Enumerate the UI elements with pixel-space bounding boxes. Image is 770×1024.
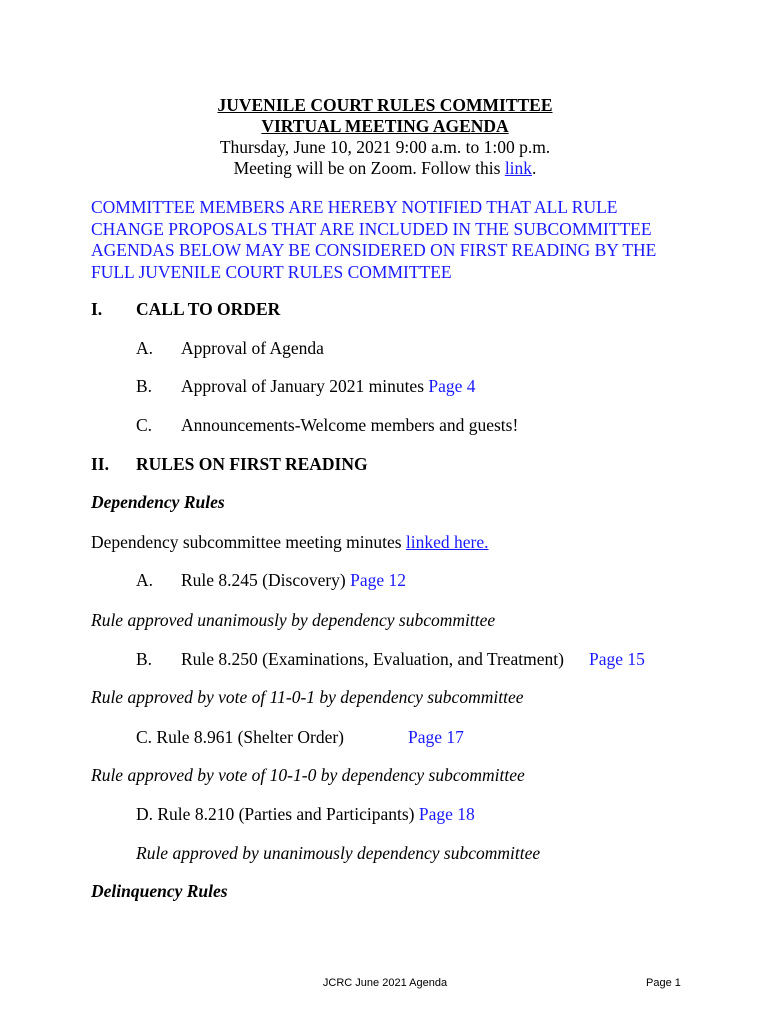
- item-2d-page-link[interactable]: Page 18: [418, 804, 475, 824]
- item-1a-letter: A.: [136, 338, 154, 358]
- committee-notice: COMMITTEE MEMBERS ARE HEREBY NOTIFIED THAT ALL RULE CHANGE PROPOSALS THAT ARE INCLUDED IN THE SUBCOMMITTEE AGENDAS BELOW MAY BE CONSIDERED ON FIRST READING BY THE FULL JUVENILE COURT RULES COMMITTEE: [91, 197, 657, 282]
- dependency-minutes-link[interactable]: linked here.: [405, 532, 489, 552]
- item-2d-text: D. Rule 8.210 (Parties and Participants): [136, 804, 415, 824]
- item-2b-letter: B.: [136, 649, 153, 669]
- item-1b-text: Approval of January 2021 minutes: [181, 376, 425, 396]
- zoom-line: [0, 158, 770, 179]
- zoom-suffix: .: [532, 158, 537, 178]
- item-2b-text: Rule 8.250 (Examinations, Evaluation, and Treatment): [181, 649, 564, 669]
- item-2c-text: C. Rule 8.961 (Shelter Order): [136, 727, 345, 747]
- dependency-minutes-line: [91, 532, 489, 553]
- item-1c-text: Announcements-Welcome members and guests!: [181, 415, 519, 435]
- item-2c-page-link[interactable]: Page 17: [408, 727, 464, 747]
- section-1-numeral: I.: [91, 299, 103, 319]
- footer-title: JCRC June 2021 Agenda: [322, 977, 448, 989]
- zoom-link[interactable]: link: [504, 158, 533, 178]
- item-1c-letter: C.: [136, 415, 153, 435]
- item-2d-note: Rule approved by unanimously dependency subcommittee: [136, 843, 541, 863]
- item-2d-line: [136, 804, 475, 825]
- item-2b-page-link[interactable]: Page 15: [589, 649, 645, 669]
- document-title: JUVENILE COURT RULES COMMITTEE: [217, 95, 553, 115]
- item-1a-text: Approval of Agenda: [181, 338, 324, 358]
- item-2a-note: Rule approved unanimously by dependency subcommittee: [91, 610, 496, 630]
- item-2c-note: Rule approved by vote of 10-1-0 by dependency subcommittee: [91, 765, 525, 785]
- item-1b-letter: B.: [136, 376, 153, 396]
- item-2a-text: Rule 8.245 (Discovery): [181, 570, 346, 590]
- meeting-datetime: Thursday, June 10, 2021 9:00 a.m. to 1:00 p.m.: [219, 137, 551, 157]
- item-2a-letter: A.: [136, 570, 154, 590]
- section-2-numeral: II.: [91, 454, 109, 474]
- item-2b-note: Rule approved by vote of 11-0-1 by dependency subcommittee: [91, 687, 524, 707]
- section-2-title: RULES ON FIRST READING: [136, 454, 368, 474]
- item-1b-page-link[interactable]: Page 4: [428, 376, 476, 396]
- document-subtitle: VIRTUAL MEETING AGENDA: [261, 116, 509, 136]
- section-1-title: CALL TO ORDER: [136, 299, 281, 319]
- dependency-heading: Dependency Rules: [91, 492, 225, 512]
- item-2a-page-link[interactable]: Page 12: [350, 570, 407, 590]
- dependency-minutes-text: Dependency subcommittee meeting minutes: [91, 532, 402, 552]
- footer-page-number: Page 1: [646, 977, 681, 989]
- item-1b-line: [181, 376, 476, 397]
- delinquency-heading: Delinquency Rules: [91, 881, 228, 901]
- zoom-prefix: Meeting will be on Zoom. Follow this: [233, 158, 501, 178]
- item-2a-line: [181, 570, 406, 591]
